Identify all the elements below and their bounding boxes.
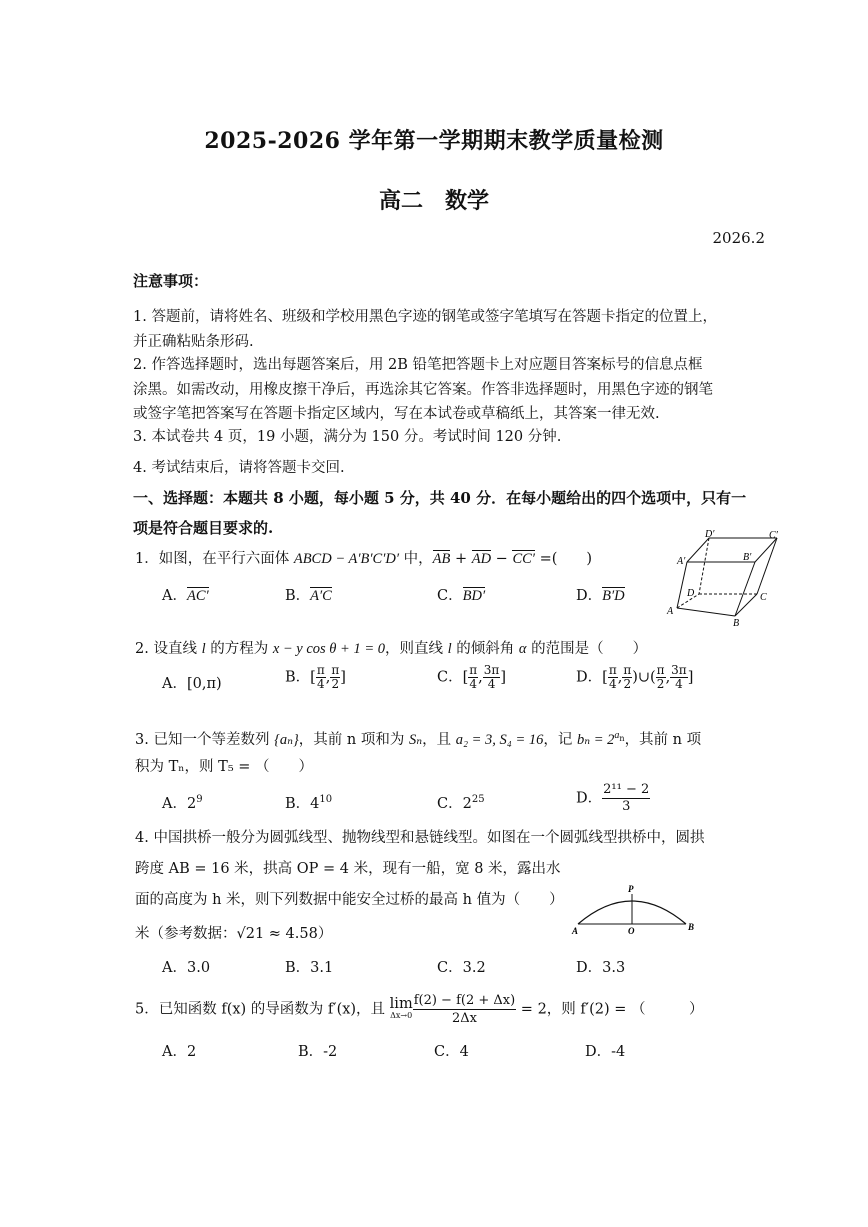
option-base: 2: [186, 796, 197, 812]
q3-sum: Sₙ: [408, 732, 423, 748]
vertex-label: C: [760, 592, 767, 603]
option-label: C．: [437, 588, 463, 604]
option-base: 4: [310, 796, 320, 812]
q3-text: ，其前 n 项和为: [298, 732, 409, 748]
q2-var: l: [201, 641, 206, 657]
exam-date: 2026.2: [712, 229, 765, 247]
option-value: -2: [323, 1044, 338, 1060]
option-label: A．: [162, 588, 187, 604]
point-label: P: [628, 884, 634, 894]
notice-line: 3. 本试卷共 4 页，19 小题，满分为 150 分。考试时间 120 分钟.: [133, 429, 562, 445]
question-4-line: 跨度 AB = 16 米，拱高 OP = 4 米，现有一船，宽 8 米，露出水: [135, 861, 561, 877]
vertex-label: D: [687, 588, 695, 599]
question-2-stem: [135, 637, 647, 658]
q2-equation: x − y cos θ + 1 = 0: [272, 641, 385, 657]
option-value: 4: [459, 1044, 469, 1060]
q3-def: bₙ = 2: [576, 732, 615, 748]
q2-text: 的范围是（ ）: [526, 641, 648, 657]
q1-text: 1．如图，在平行六面体: [135, 551, 294, 567]
q1-option-a[interactable]: [162, 584, 209, 605]
question-1-stem: 1．如图，在平行六面体 ABCD − A′B′C′D′ 中，AB + AD − CC′ =( ): [135, 551, 593, 567]
q1-option-d[interactable]: [576, 584, 625, 605]
q1-option-b[interactable]: [285, 584, 332, 605]
q3-text: ，且: [422, 732, 456, 748]
point-label: O: [628, 926, 635, 936]
option-exp: 25: [471, 794, 485, 806]
option-label: D．: [576, 790, 603, 807]
q3-option-c[interactable]: [437, 792, 485, 813]
point-label: A: [572, 926, 579, 936]
option-num: 2¹¹ − 2: [603, 782, 650, 797]
option-value: 3.1: [310, 960, 334, 976]
notice-title: 注意事项：: [133, 272, 209, 290]
q3-option-d[interactable]: [576, 782, 650, 815]
option-label: A．: [162, 1044, 187, 1060]
option-label: A．: [162, 960, 187, 976]
q5-denominator: 2Δx: [451, 1011, 477, 1026]
vertex-label: C′: [769, 530, 778, 541]
q2-option-b[interactable]: B．[ $\frac{\pi}{4}$ , $\frac{\pi}{2}$ ]: [285, 663, 346, 691]
section-heading-line: 一、选择题：本题共 8 小题，每小题 5 分，共 40 分．在每小题给出的四个选项中，只有一: [133, 489, 747, 507]
exam-subtitle: 高二 数学: [378, 188, 489, 214]
q2-text: ，则直线: [385, 641, 448, 657]
notice-line: 并正确粘贴条形码.: [133, 334, 254, 350]
vertex-label: D′: [705, 529, 715, 540]
option-value: B′D: [602, 588, 625, 604]
q5-option-a[interactable]: [162, 1040, 196, 1061]
q1-text: =( ): [539, 551, 593, 567]
option-label: D．: [576, 669, 603, 686]
question-4-line: 米（参考数据：√21 ≈ 4.58）: [135, 926, 333, 942]
option-label: C．: [437, 960, 463, 976]
exam-title: 2025-2026 学年第一学期期末教学质量检测: [204, 128, 664, 154]
option-label: D．: [576, 960, 603, 976]
option-label: B．: [285, 796, 311, 812]
option-value: 3.2: [462, 960, 486, 976]
option-value: 3.3: [602, 960, 626, 976]
q3-option-a[interactable]: [162, 792, 203, 813]
option-label: C．: [437, 796, 463, 812]
q5-numerator: f(2) − f(2 + Δx): [413, 993, 516, 1008]
arch-bridge-figure: [570, 882, 700, 937]
limit-sub: Δx→0: [390, 1010, 413, 1020]
vertex-label: A′: [677, 556, 686, 567]
option-label: B．: [298, 1044, 324, 1060]
option-exp: 9: [196, 794, 203, 806]
notice-line: 2. 作答选择题时，选出每题答案后，用 2B 铅笔把答题卡上对应题目答案标号的信息点框: [133, 357, 703, 373]
option-label: B．: [285, 669, 311, 686]
question-4-line: 面的高度为 h 米，则下列数据中能安全过桥的最高 h 值为（ ）: [135, 892, 564, 908]
q4-option-a[interactable]: [162, 956, 210, 977]
option-den: 3: [622, 799, 631, 814]
q2-option-d[interactable]: D．[ $\frac{\pi}{4}$ , $\frac{\pi}{2}$ )∪( $\frac{\pi}{2}$ , $\frac{3\pi}{4}$ ]: [576, 663, 694, 691]
q2-var: α: [518, 641, 527, 657]
vector-ab: AB: [432, 551, 451, 567]
option-label: B．: [285, 588, 311, 604]
notice-line: 或签字笔把答案写在答题卡指定区域内，写在本试卷或草稿纸上，其答案一律无效.: [133, 406, 660, 422]
q2-text: 2. 设直线: [135, 641, 202, 657]
notice-line: 1. 答题前，请将姓名、班级和学校用黑色字迹的钢笔或签字笔填写在答题卡指定的位置上，: [133, 309, 717, 325]
notice-line: 涂黑。如需改动，用橡皮擦干净后，再选涂其它答案。作答非选择题时，用黑色字迹的钢笔: [133, 382, 713, 398]
notice-line: 4. 考试结束后，请将答题卡交回.: [133, 460, 345, 476]
q2-option-c[interactable]: C．[ $\frac{\pi}{4}$ , $\frac{3\pi}{4}$ ]: [437, 663, 506, 691]
option-label: B．: [285, 960, 311, 976]
option-value: 2: [186, 1044, 197, 1060]
q1-option-c[interactable]: [437, 584, 485, 605]
option-value: [0,π): [186, 676, 222, 692]
q5-option-c[interactable]: [434, 1040, 469, 1061]
vertex-label: B: [733, 618, 740, 628]
q5-option-d[interactable]: [585, 1040, 625, 1061]
vertex-label: A: [667, 606, 674, 617]
question-3-stem: 3. 已知一个等差数列 {aₙ}，其前 n 项和为 Sₙ，且 a₂ = 3, S₄ = 16，记 $b_n = 2^{a_n}$，其前 n 项: [135, 730, 702, 748]
q1-text: 中，: [399, 551, 433, 567]
q2-text: 的倾斜角: [451, 641, 519, 657]
section-heading-line: 项是符合题目要求的.: [133, 519, 274, 537]
q3-text: ，其前 n 项: [624, 732, 702, 748]
q1-solid-name: ABCD − A′B′C′D′: [293, 551, 400, 567]
limit-symbol: lim: [389, 995, 413, 1012]
option-value: -4: [611, 1044, 626, 1060]
q2-text: 的方程为: [205, 641, 273, 657]
option-label: C．: [437, 669, 463, 686]
vertex-label: B′: [743, 552, 752, 563]
question-5-stem: [135, 992, 703, 1027]
question-4-line: 4. 中国拱桥一般分为圆弧线型、抛物线型和悬链线型。如图在一个圆弧线型拱桥中，圆拱: [135, 830, 705, 846]
option-label: A．: [162, 796, 187, 812]
q5-text: = 2，则 f′(2) = （ ）: [516, 1001, 704, 1018]
option-label: D．: [576, 588, 603, 604]
option-label: D．: [585, 1044, 612, 1060]
vector-ad: AD: [471, 551, 492, 567]
option-value: 3.0: [186, 960, 211, 976]
q5-text: 5．已知函数 f(x) 的导函数为 f′(x)，且: [135, 1001, 390, 1018]
point-label: B: [688, 922, 695, 932]
option-value: AC′: [186, 588, 209, 604]
q3-cond: a₂ = 3, S₄ = 16: [455, 732, 544, 748]
option-label: A．: [162, 676, 187, 692]
q4-option-d[interactable]: [576, 956, 625, 977]
q3-option-b[interactable]: [285, 792, 332, 813]
option-value: A′C: [310, 588, 332, 604]
option-label: C．: [434, 1044, 460, 1060]
q2-option-a[interactable]: [162, 672, 222, 693]
option-exp: 10: [319, 794, 333, 806]
option-base: 2: [462, 796, 472, 812]
parallelepiped-figure: [665, 528, 785, 628]
q4-option-c[interactable]: [437, 956, 486, 977]
question-3-stem-2: 积为 Tₙ，则 T₅ = （ ）: [135, 759, 314, 775]
q3-text: 3. 已知一个等差数列: [135, 732, 275, 748]
vector-cc: CC′: [512, 551, 535, 567]
q3-seq: {aₙ}: [274, 732, 299, 748]
option-value: BD′: [462, 588, 486, 604]
q4-option-b[interactable]: [285, 956, 333, 977]
q2-var: l: [447, 641, 452, 657]
q3-text: ，记: [543, 732, 577, 748]
q5-option-b[interactable]: [298, 1040, 337, 1061]
